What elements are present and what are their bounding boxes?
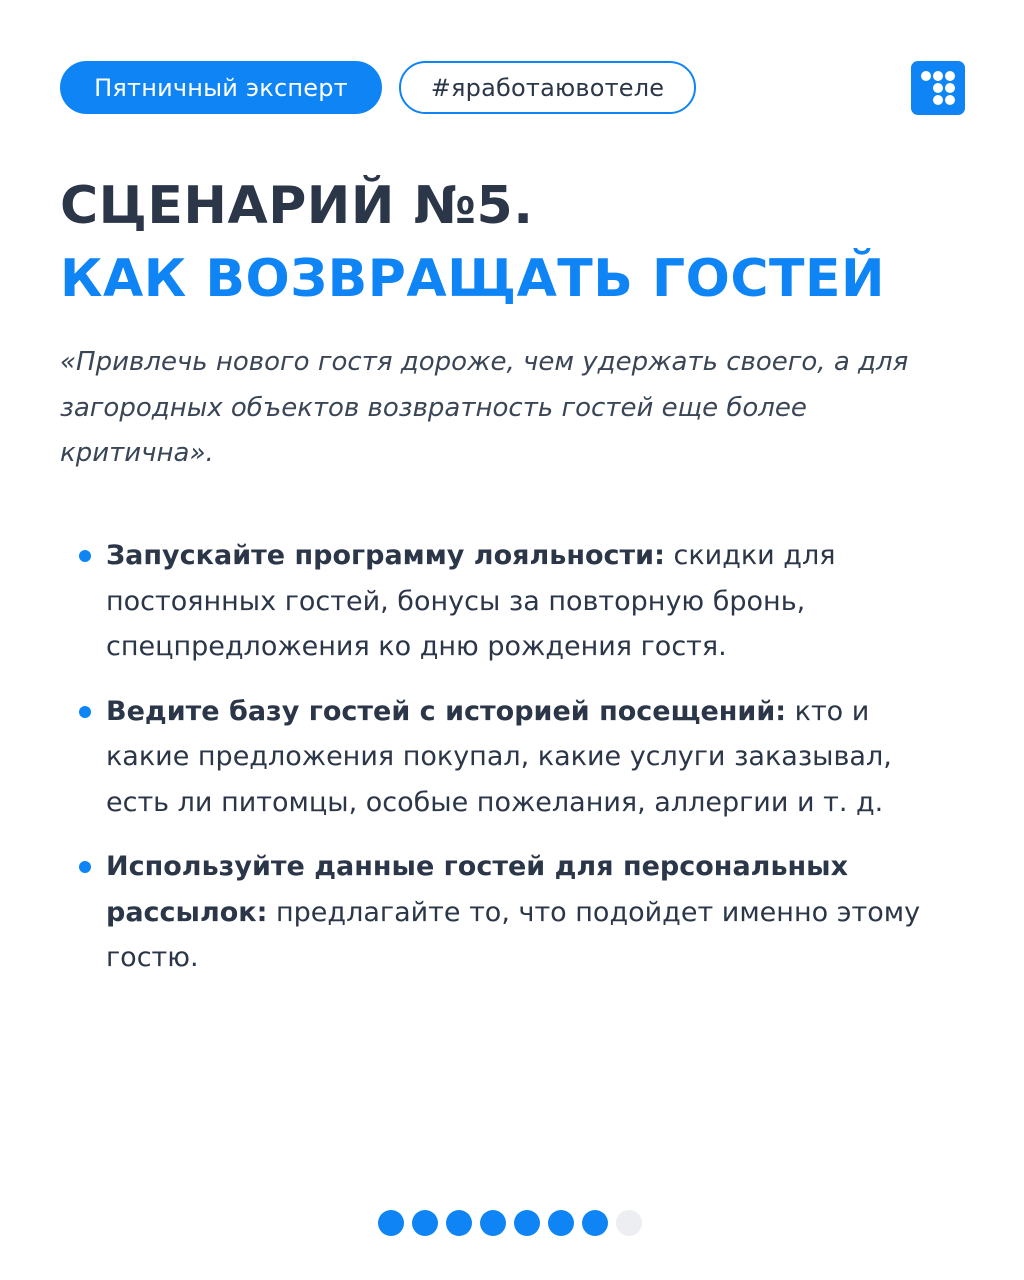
tips-list bbox=[0, 533, 1024, 1000]
tip-title: Запускайте программу лояльности: bbox=[106, 540, 665, 571]
pagination-dot-active[interactable] bbox=[582, 1210, 608, 1236]
scenario-subtitle: КАК ВОЗВРАЩАТЬ ГОСТЕЙ bbox=[60, 249, 886, 309]
logo-dot bbox=[921, 71, 931, 81]
logo-dot bbox=[933, 71, 943, 81]
carousel-pagination bbox=[378, 1210, 642, 1236]
pagination-dot-active[interactable] bbox=[446, 1210, 472, 1236]
pagination-dot-active[interactable] bbox=[412, 1210, 438, 1236]
logo-dot bbox=[945, 71, 955, 81]
bullet-dot-icon bbox=[79, 550, 91, 562]
tip-item bbox=[0, 844, 926, 981]
tip-title: Ведите базу гостей с историей посещений: bbox=[106, 695, 787, 727]
tip-item bbox=[0, 689, 926, 826]
tip-text: кто и какие предложения покупал, какие услуги заказывал, есть ли питомцы, особые пожелания, аллергии и т. д. bbox=[106, 695, 892, 818]
pagination-dot-active[interactable] bbox=[548, 1210, 574, 1236]
pagination-dot-active[interactable] bbox=[378, 1210, 404, 1236]
logo-dot bbox=[945, 95, 955, 105]
expert-tag[interactable]: Пятничный эксперт bbox=[60, 61, 382, 114]
bullet-dot-icon bbox=[79, 861, 91, 873]
pagination-dot-active[interactable] bbox=[514, 1210, 540, 1236]
pagination-dot-active[interactable] bbox=[480, 1210, 506, 1236]
pagination-dot-inactive[interactable] bbox=[616, 1210, 642, 1236]
logo-dot bbox=[945, 83, 955, 93]
logo-dot bbox=[933, 83, 943, 93]
bullet-dot-icon bbox=[79, 706, 91, 718]
logo-dot bbox=[933, 95, 943, 105]
tip-text: скидки для постоянных гостей, бонусы за повторную бронь, спецпредложения ко дню рождения гостя. bbox=[106, 540, 836, 662]
hashtag-tag[interactable]: #яработаювотеле bbox=[399, 61, 696, 114]
tip-item bbox=[0, 533, 926, 670]
tip-text: предлагайте то, что подойдет именно этому гостю. bbox=[106, 896, 921, 973]
tip-title: Используйте данные гостей для персональных рассылок: bbox=[106, 851, 848, 928]
dice-logo-icon bbox=[911, 61, 965, 115]
scenario-title: СЦЕНАРИЙ №5. bbox=[60, 176, 534, 236]
expert-quote: «Привлечь нового гостя дороже, чем удержать своего, а для загородных объектов возвратность гостей еще более критична». bbox=[60, 347, 909, 468]
